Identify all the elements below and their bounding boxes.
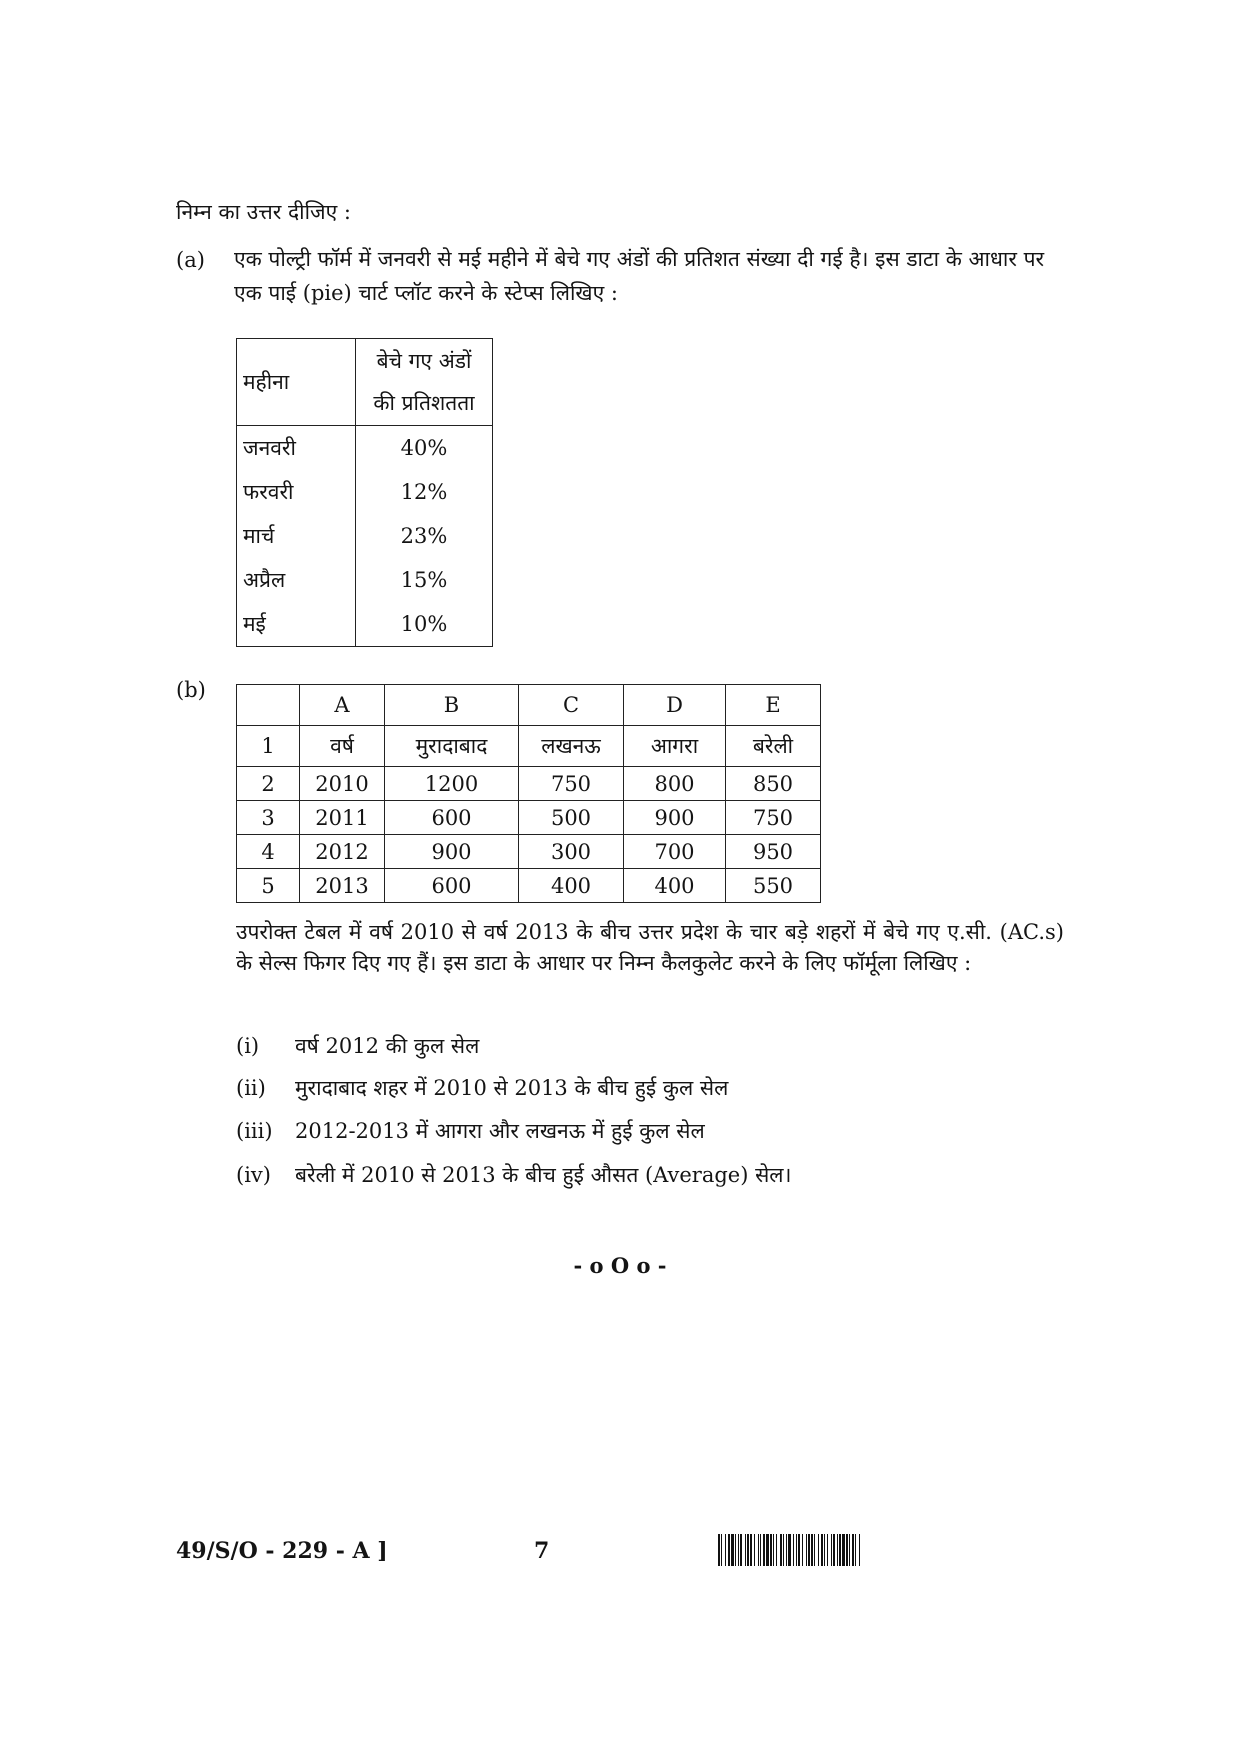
month-cell: मई [237, 602, 356, 647]
subquestion-text: 2012-2013 में आगरा और लखनऊ में हुई कुल सेल [295, 1119, 705, 1143]
month-cell: फरवरी [237, 470, 356, 514]
table-cell: 800 [624, 767, 726, 801]
subquestion-i [236, 1031, 479, 1061]
table-cell: 600 [385, 869, 519, 903]
question-a-label: (a) [176, 248, 205, 272]
column-letter: D [624, 685, 726, 726]
table-row [237, 514, 493, 558]
table-row [237, 801, 821, 835]
table-cell: 2011 [300, 801, 385, 835]
column-letter-row [237, 685, 821, 726]
percent-header-line1: बेचे गए अंडों [376, 349, 472, 373]
percent-cell: 15% [400, 568, 448, 592]
table-cell: 500 [519, 801, 624, 835]
row-number: 5 [237, 869, 300, 903]
table-row [237, 470, 493, 514]
month-cell: अप्रैल [237, 558, 356, 602]
table-cell: 2010 [300, 767, 385, 801]
column-letter: A [300, 685, 385, 726]
ac-sales-table [236, 684, 821, 903]
percent-header [356, 339, 493, 426]
column-letter: B [385, 685, 519, 726]
question-b-label: (b) [176, 678, 206, 702]
table-row [237, 602, 493, 647]
subquestion-ii [236, 1073, 728, 1103]
table-cell: 1200 [385, 767, 519, 801]
table-cell: 900 [624, 801, 726, 835]
corner-cell [237, 685, 300, 726]
table-cell: 900 [385, 835, 519, 869]
table-row [237, 869, 821, 903]
subquestion-number: (iii) [236, 1119, 273, 1143]
subquestion-iv [236, 1160, 791, 1190]
table-cell: 750 [519, 767, 624, 801]
percent-header-line2: की प्रतिशतता [373, 391, 475, 415]
row-number: 4 [237, 835, 300, 869]
barcode-icon [718, 1534, 1004, 1566]
table-cell: 2013 [300, 869, 385, 903]
page-number: 7 [534, 1538, 550, 1564]
table-row [237, 767, 821, 801]
table-cell: 2012 [300, 835, 385, 869]
table-cell: 300 [519, 835, 624, 869]
column-letter: C [519, 685, 624, 726]
table-cell: 750 [726, 801, 821, 835]
paper-code: 49/S/O - 229 - A ] [176, 1538, 388, 1564]
table-cell: 950 [726, 835, 821, 869]
end-marker: - o O o - [573, 1253, 667, 1278]
row-number: 3 [237, 801, 300, 835]
instruction-text: निम्न का उत्तर दीजिए : [176, 200, 352, 224]
subquestion-iii [236, 1116, 705, 1146]
subquestion-number: (ii) [236, 1076, 266, 1100]
subquestion-number: (iv) [236, 1163, 271, 1187]
percent-cell: 10% [400, 612, 448, 636]
table-cell: 400 [624, 869, 726, 903]
table-row [237, 558, 493, 602]
subquestion-text: वर्ष 2012 की कुल सेल [295, 1034, 480, 1058]
table-cell: लखनऊ [519, 726, 624, 767]
eggs-percentage-table [236, 338, 493, 647]
percent-cell: 12% [400, 480, 448, 504]
percent-cell: 40% [400, 436, 448, 460]
column-letter: E [726, 685, 821, 726]
table-cell: 400 [519, 869, 624, 903]
percent-cell: 23% [400, 524, 448, 548]
table-cell: वर्ष [300, 726, 385, 767]
table-cell: आगरा [624, 726, 726, 767]
month-cell: जनवरी [237, 426, 356, 471]
table-row [237, 835, 821, 869]
table-row [237, 426, 493, 471]
table-cell: 550 [726, 869, 821, 903]
table-cell: बरेली [726, 726, 821, 767]
subquestion-number: (i) [236, 1034, 260, 1058]
table-cell: 600 [385, 801, 519, 835]
month-header: महीना [237, 339, 356, 426]
question-b-paragraph: उपरोक्त टेबल में वर्ष 2010 से वर्ष 2013 के बीच उत्तर प्रदेश के चार बड़े शहरों में बेचे गए ए.सी. (AC.s) के सेल्स फिगर दिए गए हैं। इस डाटा के आधार पर निम्न कैलकुलेट करने के लिए फॉर्मूला लिखिए : [236, 920, 1064, 975]
question-a-text: एक पोल्ट्री फॉर्म में जनवरी से मई महीने में बेचे गए अंडों की प्रतिशत संख्या दी गई है। इस डाटा के आधार पर एक पाई (pie) चार्ट प्लॉट करने के स्टेप्स लिखिए : [234, 247, 1045, 305]
row-number: 1 [237, 726, 300, 767]
table-row [237, 726, 821, 767]
row-number: 2 [237, 767, 300, 801]
subquestion-text: मुरादाबाद शहर में 2010 से 2013 के बीच हुई कुल सेल [295, 1076, 729, 1100]
table-cell: 850 [726, 767, 821, 801]
table-cell: मुरादाबाद [385, 726, 519, 767]
month-cell: मार्च [237, 514, 356, 558]
table-cell: 700 [624, 835, 726, 869]
subquestion-text: बरेली में 2010 से 2013 के बीच हुई औसत (Average) सेल। [295, 1163, 792, 1187]
